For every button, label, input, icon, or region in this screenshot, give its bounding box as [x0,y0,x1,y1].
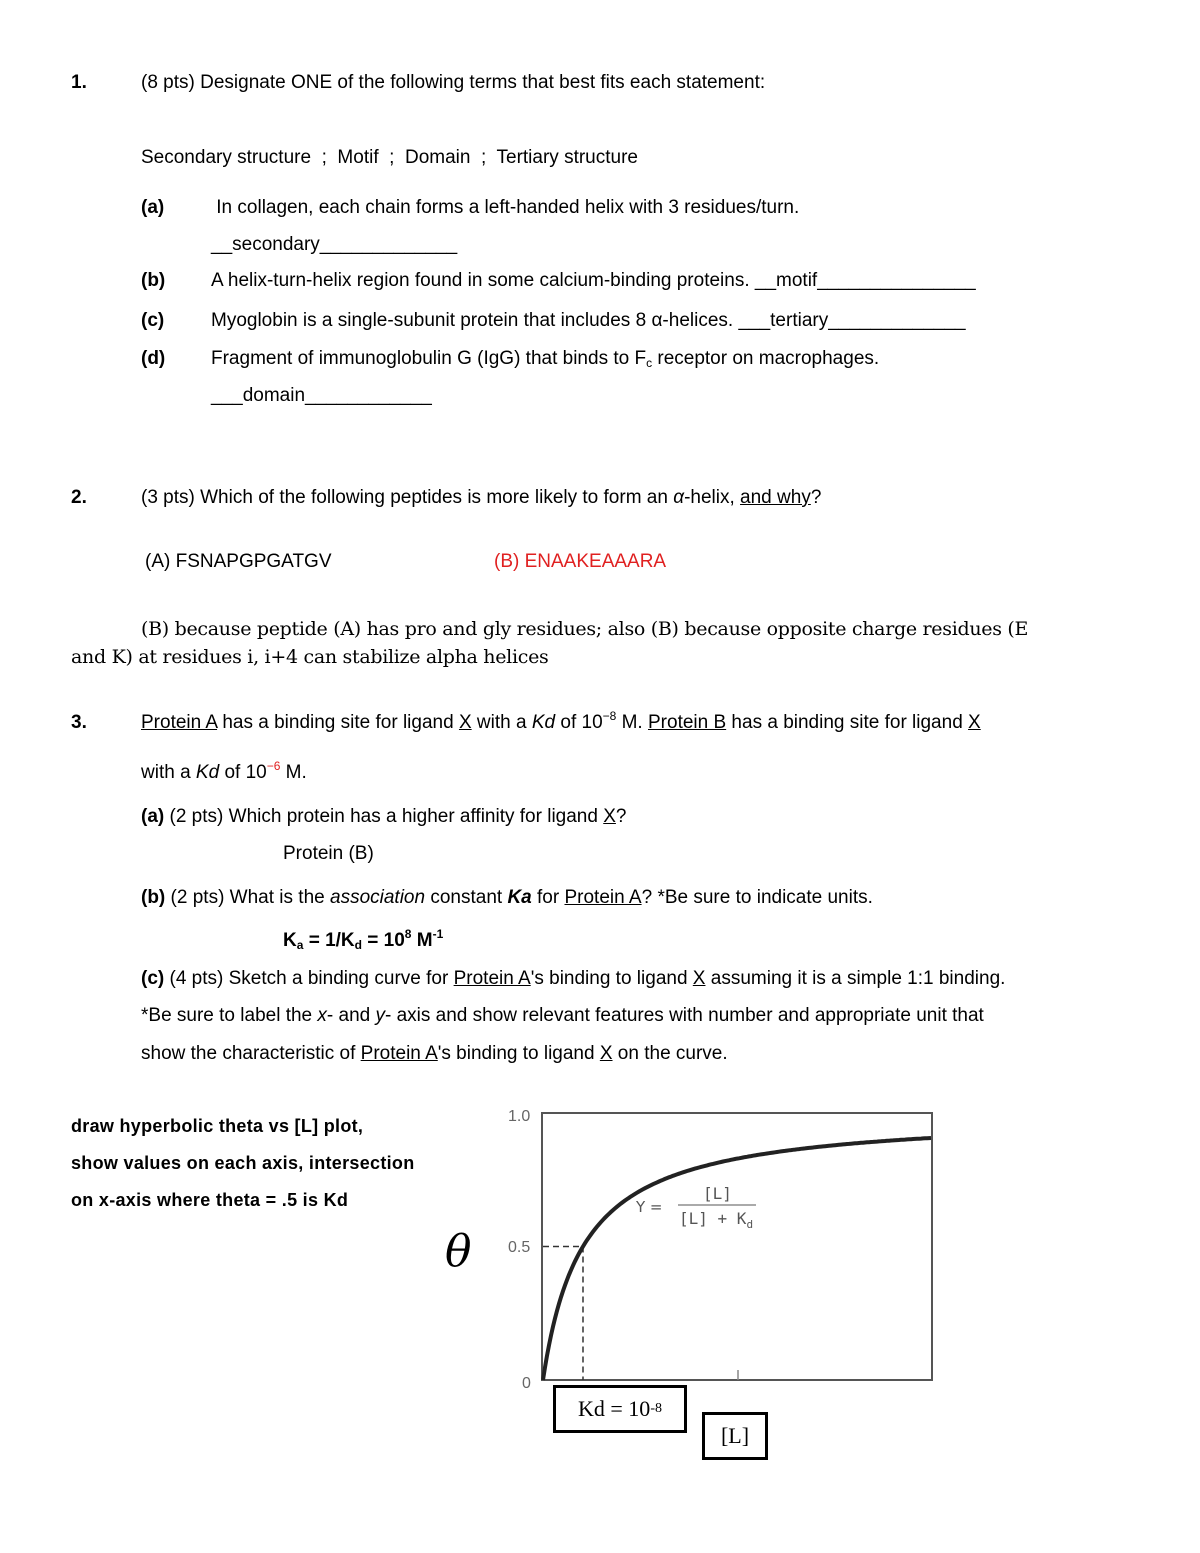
kd-sub: d [354,938,362,952]
q1c-text-pre: Myoglobin is a single-subunit protein that includes 8 [211,310,652,331]
q1a-answer: __secondary_____________ [211,234,458,255]
q2-prompt-mid: -helix, [684,487,741,508]
q3c-text: - axis and show relevant features with number and appropriate unit that [384,1005,984,1026]
kd-symbol: Kd [531,712,556,733]
note-line2: show values on each axis, intersection [71,1153,415,1173]
q3c-text: 's binding to ligand [437,1043,600,1064]
q1d-text-post: receptor on macrophages. [652,348,880,369]
half-saturation-guides [543,1247,583,1381]
x-axis-label-box [702,1412,768,1460]
q3c-text: on the curve. [612,1043,728,1064]
q3-text: of 10 [219,762,267,783]
theta-axis-label: θ [445,1226,472,1277]
q3b-text: (2 pts) What is the [165,887,330,908]
q1c-answer: ___tertiary_____________ [738,310,966,331]
q3-number: 3. [71,712,87,733]
q1c-label: (c) [141,310,165,331]
ka-symbol: Ka [507,887,532,908]
q3b-text: constant [425,887,508,908]
q1a-text: In collagen, each chain forms a left-handed helix with 3 residues/turn. [211,197,800,218]
q2-prompt-pre: (3 pts) Which of the following peptides is more likely to form an [141,487,674,508]
q3-text: has a binding site for ligand [217,712,459,733]
alpha-symbol: α [673,487,685,508]
q2-option-a: (A) FSNAPGPGATGV [145,551,332,572]
y-var: y [375,1005,385,1026]
q2-answer-line1: (B) because peptide (A) has pro and gly residues; also (B) because opposite charge residues (E [141,618,1029,640]
alpha-symbol: α [651,310,663,331]
q3c-text: (4 pts) Sketch a binding curve for [164,968,454,989]
ka-unit-exp: -1 [432,927,444,941]
plot-frame [542,1113,932,1380]
ka-sub: a [296,938,304,952]
y-tick-label: 0 [522,1375,531,1392]
q1d-answer: ___domain____________ [211,385,432,406]
q1b-answer: __motif_______________ [754,270,976,291]
q1-prompt: (8 pts) Designate ONE of the following terms that best fits each statement: [141,72,766,93]
q3c-text: show the characteristic of [141,1043,361,1064]
ligand-x: X [603,806,616,827]
ka-mid: = 1/K [303,930,355,951]
kd-box-text: Kd = 10 [578,1396,651,1421]
q3a-answer: Protein (B) [283,843,374,864]
q1b-text: A helix-turn-helix region found in some calcium-binding proteins. [211,270,755,291]
q2-option-b: (B) ENAAKEAAARA [494,551,667,572]
protein-b: Protein B [648,712,727,733]
y-tick-label: 1.0 [508,1108,531,1125]
ka-exp: 8 [404,927,412,941]
kd-exponent-a: −8 [602,709,617,723]
q3c-text: assuming it is a simple 1:1 binding. [705,968,1006,989]
q3-text: has a binding site for ligand [726,712,969,733]
note-line1: draw hyperbolic theta vs [L] plot, [71,1116,364,1136]
q3-text: with a [141,762,196,783]
q3c-label: (c) [141,968,165,989]
q2-prompt-end: ? [810,487,822,508]
protein-a: Protein A [360,1043,438,1064]
q3-text: of 10 [555,712,603,733]
q2-answer-line2: and K) at residues i, i+4 can stabilize alpha helices [71,646,549,668]
kd-box-label: Kd = 10 -8 [553,1385,687,1433]
q1d-label: (d) [141,348,166,369]
q3b-text: ? *Be sure to indicate units. [641,887,873,908]
q3c-text: - and [326,1005,376,1026]
ligand-x: X [599,1043,613,1064]
q3a-label: (a) [141,806,165,827]
kd-exponent-b: −6 [266,759,281,773]
ka-eq: = 10 [362,930,405,951]
ka-unit: M [411,930,433,951]
q1c-text-post: -helices. [662,310,739,331]
q3b-text: for [531,887,565,908]
ligand-x: X [692,968,706,989]
q3b-label: (b) [141,887,166,908]
q2-number: 2. [71,487,87,508]
q1a-label: (a) [141,197,165,218]
q3-unit: M. [280,762,307,783]
note-line3: on x-axis where theta = .5 is Kd [71,1190,349,1210]
ligand-x: X [458,712,472,733]
protein-a: Protein A [453,968,531,989]
q3a-end: ? [615,806,627,827]
q1-terms: Secondary structure ; Motif ; Domain ; Tertiary structure [141,147,638,168]
q1d-text-pre: Fragment of immunoglobulin G (IgG) that binds to F [211,348,647,369]
y-tick-label: 0.5 [508,1239,531,1256]
q2-prompt-why: and why [740,487,811,508]
q3-text: with a [471,712,532,733]
q3b-association: association [330,887,426,908]
q1-number: 1. [71,72,87,93]
protein-a: Protein A [564,887,642,908]
binding-curve-line [543,1138,931,1380]
equation-denominator [679,1209,753,1231]
fc-subscript: c [646,356,653,370]
equation-numerator: [L] [703,1184,732,1203]
q3c-text: *Be sure to label the [141,1005,318,1026]
q3a-text: (2 pts) Which protein has a higher affinity for ligand [164,806,604,827]
equation-den-sub: d [746,1218,754,1231]
q1b-label: (b) [141,270,166,291]
x-var: x [317,1005,327,1026]
equation-den-text: [L] + K [679,1209,747,1228]
kd-symbol: Kd [195,762,220,783]
q3c-text: 's binding to ligand [530,968,693,989]
equation-lhs: Y = [636,1198,663,1216]
ka-k: K [283,930,297,951]
x-axis-label: [L] [720,1423,750,1448]
protein-a: Protein A [141,712,218,733]
q3-unit: M. [616,712,643,733]
ligand-x: X [968,712,981,733]
